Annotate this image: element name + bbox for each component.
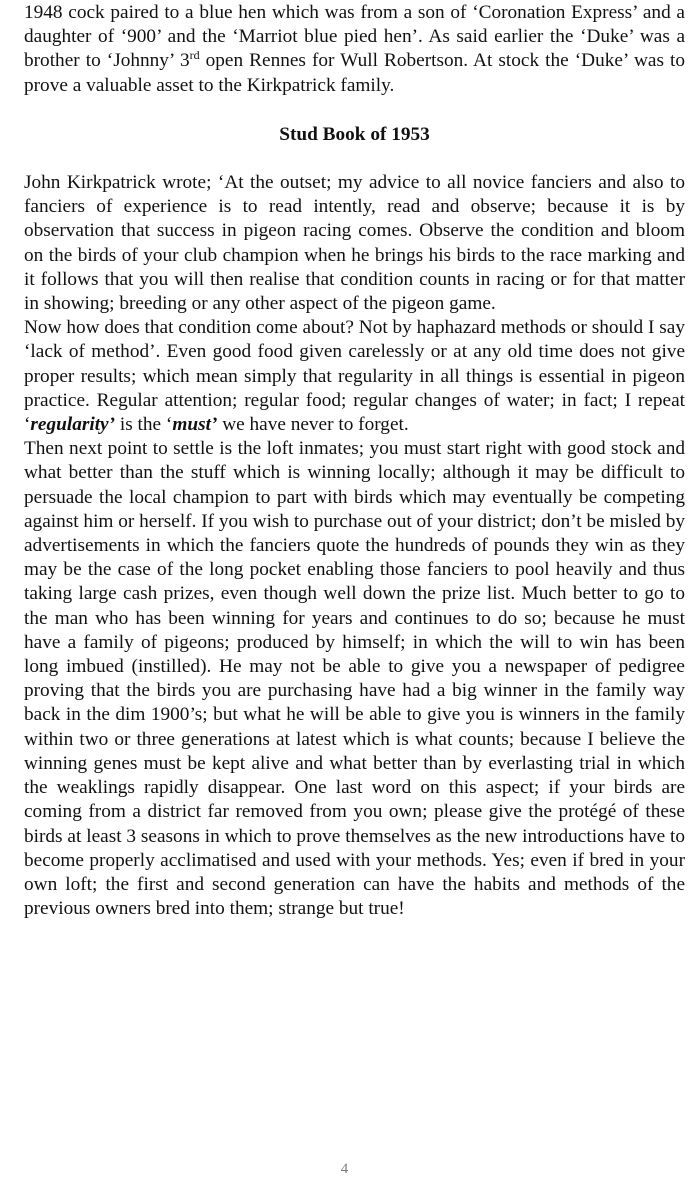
section-heading: Stud Book of 1953 [279,123,430,145]
continuation-text-start: 1948 cock paired to a blue hen which was from a son of ‘Coronation Express’ and a daughter of ‘900’ and the ‘Marriot blue pied hen’. As said earlier the ‘Duke’ was a brother to ‘Johnny’ 3 [24,2,685,72]
emphasis-must: must’ [172,414,218,436]
continuation-text-end: open Rennes for Wull Robertson. At stock the ‘Duke’ was to prove a valuable asset to the Kirkpatrick family. [24,50,686,96]
continuation-paragraph [24,1,685,98]
paragraph-condition [24,316,685,437]
paragraph-condition-text-1: Now how does that condition come about? Not by haphazard methods or should I say ‘lack of method’. Even good food given carelessly or at any old time does not give proper results; which mean simply that regularity in all things is essential in pigeon practice. Regular attention; regular food; regular changes of water; in fact; I repeat ‘ [24,317,685,436]
emphasis-regularity: regularity’ [30,414,116,436]
paragraph-condition-text-2: is the ‘ [115,414,173,436]
page-number: 4 [340,1161,349,1177]
paragraph-condition-text-3: we have never to forget. [217,414,409,436]
document-page [24,0,685,921]
ordinal-superscript: rd [189,48,200,63]
paragraph-advice: John Kirkpatrick wrote; ‘At the outset; my advice to all novice fanciers and also to fanciers of experience is to read intently, read and observe; because it is by observation that success in pigeon racing comes. Observe the condition and bloom on the birds of your club champion when he brings his birds to the race marking and it follows that you will then realise that condition counts in racing or for that matter in showing; breeding or any other aspect of the pigeon game. [24,172,685,315]
paragraph-loft-inmates: Then next point to settle is the loft inmates; you must start right with good stock and what better than the stuff which is winning locally; although it may be difficult to persuade the local champion to part with birds which may eventually be competing against him or herself. If you wish to purchase out of your district; don’t be misled by advertisements in which the fanciers quote the hundreds of pounds they win as they may be the case of the long pocket enabling those fanciers to pool heavily and thus taking large cash prizes, even though well down the prize list. Much better to go to the man who has been winning for years and continues to do so; because he must have a family of pigeons; produced by himself; in which the will to win has been long imbued (instilled). He may not be able to give you a newspaper of pedigree proving that the birds you are purchasing have had a big winner in the family way back in the dim 1900’s; but what he will be able to give you is winners in the family within two or three generations at latest which is what counts; because I believe the winning genes must be kept alive and what better than by everlasting trial in which the weaklings rapidly disappear. One last word on this aspect; if your birds are coming from a district far removed from you own; please give the protégé of these birds at least 3 seasons in which to prove themselves as the new introductions have to become properly acclimatised and used with your methods. Yes; even if bred in your own loft; the first and second generation can have the habits and methods of the previous owners bred into them; strange but true! [24,438,685,920]
